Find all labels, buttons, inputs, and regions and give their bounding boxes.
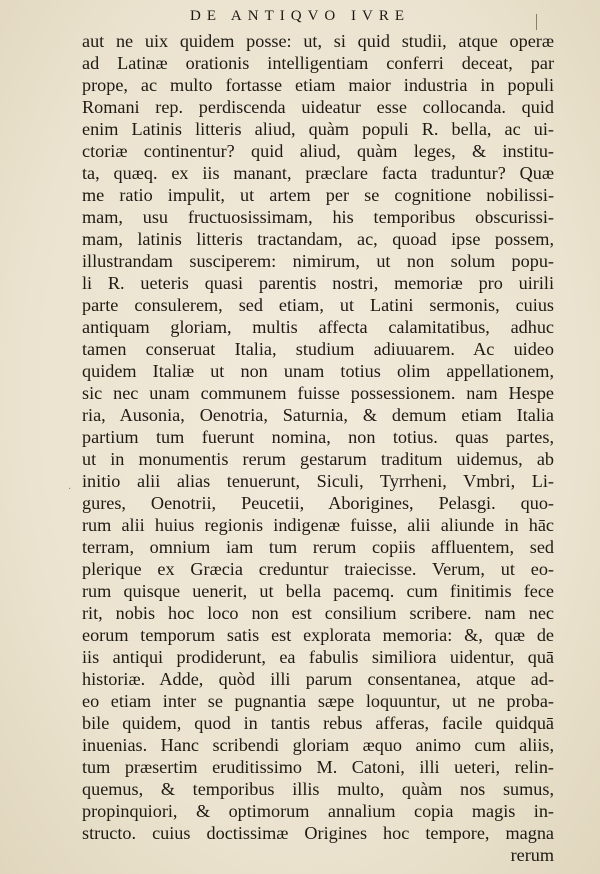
text-line: li R. ueteris quasi parentis nostri, memoriæ pro uirili xyxy=(82,273,554,293)
text-line: quemus, & temporibus illis multo, quàm nos sumus, xyxy=(82,779,554,799)
text-line: structo. cuius doctissimæ Origines hoc tempore, magna xyxy=(82,823,554,843)
text-line: bile quidem, quod in tantis rebus afferas, facile quidquā xyxy=(82,713,554,733)
text-line: Romani rep. perdiscenda uideatur esse collocanda. quid xyxy=(82,97,554,117)
text-line: quidem Italiæ ut non unam totius olim appellationem, xyxy=(82,361,554,381)
text-line: iis antiqui prodiderunt, ea fabulis similiora uidentur, quā xyxy=(82,647,554,667)
text-line: rit, nobis hoc loco non est consilium scribere. nam nec xyxy=(82,603,554,623)
text-line: partium tum fuerunt nomina, non totius. quas partes, xyxy=(82,427,554,447)
body-text xyxy=(82,30,554,866)
text-line: propinquiori, & optimorum annalium copia magis in- xyxy=(82,801,554,821)
text-line: ad Latinæ orationis intelligentiam conferri deceat, par xyxy=(82,53,554,73)
text-line: historiæ. Adde, quòd illi parum consentanea, atque ad- xyxy=(82,669,554,689)
text-line: prope, ac multo fortasse etiam maior industria in populi xyxy=(82,75,554,95)
text-line: rum alii huius regionis indigenæ fuisse, alii aliunde in hāc xyxy=(82,515,554,535)
text-line: terram, omnium iam tum rerum copiis affluentem, sed xyxy=(82,537,554,557)
text-line: aut ne uix quidem posse: ut, si quid studii, atque operæ xyxy=(82,31,554,51)
text-line: eorum temporum satis est explorata memoria: &, quæ de xyxy=(82,625,554,645)
text-line: inuenias. Hanc scribendi gloriam æquo animo cum aliis, xyxy=(82,735,554,755)
text-line: gures, Oenotrii, Peucetii, Aborigines, Pelasgi. quo- xyxy=(82,493,554,513)
margin-mark xyxy=(536,14,539,30)
running-head: DE ANTIQVO IVRE xyxy=(190,8,410,24)
text-line: eo etiam inter se pugnantia sæpe loquuntur, ut ne proba- xyxy=(82,691,554,711)
text-line: tum præsertim eruditissimo M. Catoni, illi ueteri, relin- xyxy=(82,757,554,777)
text-line: plerique ex Græcia creduntur traiecisse. Verum, ut eo- xyxy=(82,559,554,579)
text-line: mam, latinis litteris tractandam, ac, quoad ipse possem, xyxy=(82,229,554,249)
text-line: me ratio impulit, ut artem per se cognitione nobilissi- xyxy=(82,185,554,205)
text-line: mam, usu fructuosissimam, his temporibus obscurissi- xyxy=(82,207,554,227)
text-line: ut in monumentis rerum gestarum traditum uidemus, ab xyxy=(82,449,554,469)
text-line: initio alii alias tenuerunt, Siculi, Tyrrheni, Vmbri, Li- xyxy=(82,471,554,491)
text-line: illustrandam susciperem: nimirum, ut non solum popu- xyxy=(82,251,554,271)
margin-dot: · xyxy=(68,484,72,495)
text-line: parte consulerem, sed etiam, ut Latini sermonis, cuius xyxy=(82,295,554,315)
text-line: antiquam gloriam, multis affecta calamitatibus, adhuc xyxy=(82,317,554,337)
text-line: rum quisque uenerit, ut bella pacemq. cum finitimis fece xyxy=(82,581,554,601)
text-line: ta, quæq. ex iis manant, præclare facta traduntur? Quæ xyxy=(82,163,554,183)
text-line: ctoriæ continentur? quid aliud, quàm leges, & institu- xyxy=(82,141,554,161)
text-line: sic nec unam communem fuisse possessionem. nam Hespe xyxy=(82,383,554,403)
text-line: ria, Ausonia, Oenotria, Saturnia, & demum etiam Italia xyxy=(82,405,554,425)
text-line: tamen conseruat Italia, studium adiuuarem. Ac uideo xyxy=(82,339,554,359)
text-line: enim Latinis litteris aliud, quàm populi R. bella, ac ui- xyxy=(82,119,554,139)
catchword: rerum xyxy=(510,845,554,865)
